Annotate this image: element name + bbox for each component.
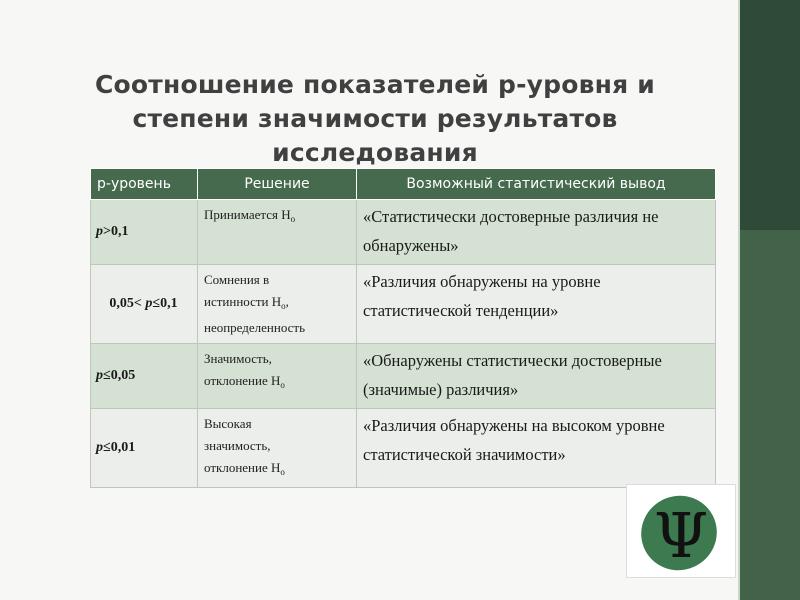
table-row <box>91 409 716 488</box>
psi-icon: Ψ <box>653 499 709 572</box>
conclusion-cell: «Обнаружены статистически достоверные (значимые) различия» <box>357 344 716 409</box>
decision-line: Сомнения в <box>204 272 270 287</box>
header-decision: Решение <box>198 169 357 200</box>
conclusion-cell: «Статистически достоверные различия не обнаружены» <box>357 200 716 265</box>
p-level-cell <box>91 344 198 409</box>
decision-line: Высокая <box>204 416 252 431</box>
psychology-logo <box>626 484 736 578</box>
p-level-cell <box>91 200 198 265</box>
decision-cell <box>198 344 357 409</box>
side-band <box>740 230 800 600</box>
logo-graphic <box>627 485 735 577</box>
p-level-text: p≤0,01 <box>96 440 136 455</box>
p-level-text: 0,05< p≤0,1 <box>109 296 178 311</box>
subscript: o <box>281 301 286 311</box>
p-level-cell <box>91 265 198 344</box>
p-level-text: p>0,1 <box>96 224 129 239</box>
decision-line: Значимость, <box>204 351 272 366</box>
subscript: o <box>280 467 285 477</box>
conclusion-cell: «Различия обнаружены на высоком уровне статистической значимости» <box>357 409 716 488</box>
subscript: o <box>290 214 296 224</box>
p-level-cell <box>91 409 198 488</box>
subscript: o <box>280 380 285 390</box>
decision-cell <box>198 200 357 265</box>
p-level-text: p≤0,05 <box>96 368 136 383</box>
decision-line: отклонение H <box>204 460 281 475</box>
table-row <box>91 344 716 409</box>
table-row <box>91 265 716 344</box>
conclusion-cell: «Различия обнаружены на уровне статистической тенденции» <box>357 265 716 344</box>
decision-line: значимость, <box>204 438 271 453</box>
decision-line: отклонение H <box>204 373 281 388</box>
header-conclusion: Возможный статистический вывод <box>357 169 716 200</box>
decision-line: истинности H <box>204 294 282 309</box>
decision-cell <box>198 409 357 488</box>
table-row <box>91 200 716 265</box>
slide-title: Соотношение показателей p-уровня и степени значимости результатов исследования <box>94 70 655 167</box>
decision-line: Принимается H <box>204 207 291 222</box>
header-p-level: p-уровень <box>91 169 198 200</box>
p-level-table <box>90 168 716 488</box>
decision-cell: Сомнения в истинности $H_o$, неопределенность <box>198 265 357 344</box>
table-header-row <box>91 169 716 200</box>
decision-line: неопределенность <box>204 320 306 335</box>
